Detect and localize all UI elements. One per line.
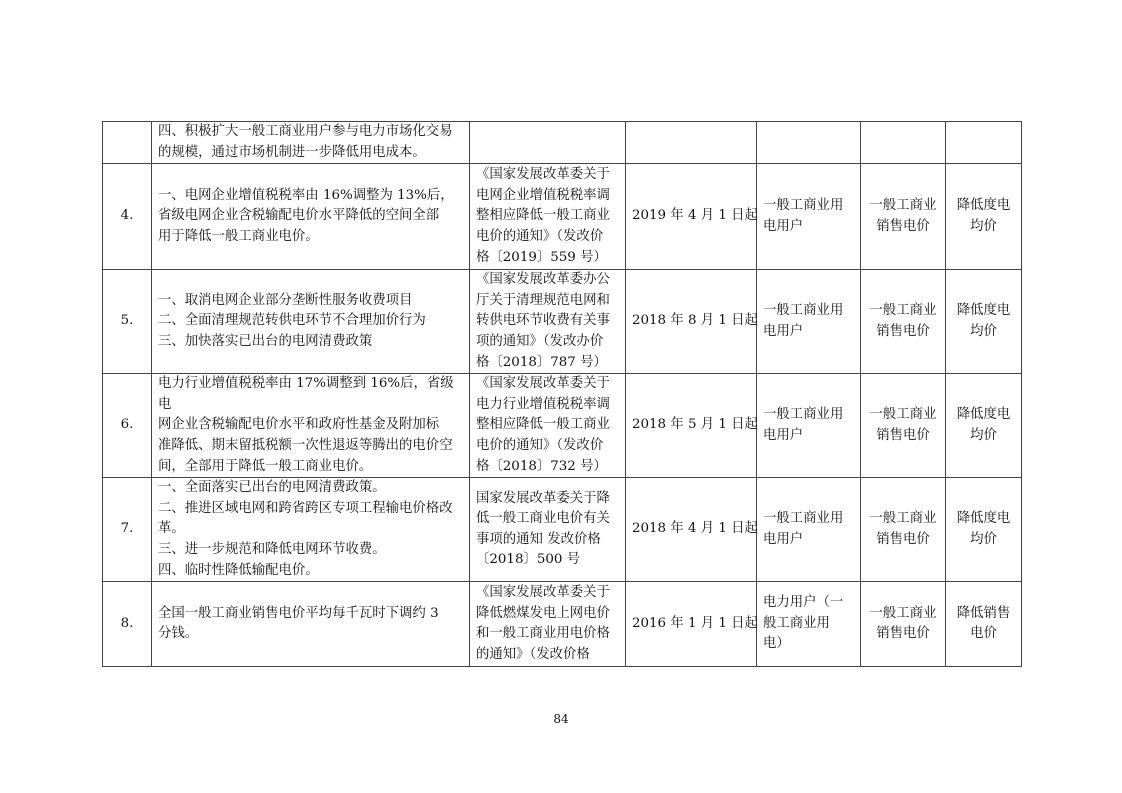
target-cell: [757, 374, 861, 478]
row-number: 8.: [120, 615, 134, 631]
target-line: 电用户: [763, 531, 804, 547]
measures-line: 三、加快落实已出台的电网清费政策: [158, 333, 373, 349]
measures-line: 用于降低一般工商业电价。: [158, 228, 319, 244]
document-line: 〔2018〕500 号: [476, 552, 581, 568]
item-cell: [861, 582, 946, 667]
document-line: 电价的通知》（发改价: [476, 437, 604, 453]
target-line: 电用户: [763, 323, 804, 339]
measures-line: 一、电网企业增值税税率由 16%调整为 13%后，: [158, 187, 454, 203]
date-cell: [626, 478, 757, 582]
document-line: 整相应降低一般工商业: [476, 417, 610, 433]
document-line: 的通知》（发改价格: [476, 646, 590, 662]
type-line: 电价: [970, 626, 997, 642]
item-line: 销售电价: [876, 626, 930, 642]
page-number: 84: [553, 712, 569, 726]
item-line: 一般工商业: [869, 198, 937, 214]
document-line: 低一般工商业电价有关: [476, 511, 610, 527]
measures-cell: [152, 582, 470, 667]
document-line: 格〔2018〕732 号）: [476, 458, 607, 474]
document-line: 转供电环节收费有关事: [476, 313, 610, 329]
row-number: 7.: [120, 521, 134, 537]
document-line: 和一般工商业用电价格: [476, 626, 610, 642]
effective-date: 2018 年 4 月 1 日起: [632, 521, 758, 537]
row-number-cell: [103, 478, 152, 582]
measures-line: 省级电网企业含税输配电价水平降低的空间全部: [158, 208, 440, 224]
type-cell: [946, 582, 1022, 667]
document-line: 格〔2018〕787 号）: [476, 354, 607, 370]
measures-cell: [152, 270, 470, 374]
type-line: 均价: [970, 427, 997, 443]
table-row: [103, 270, 1022, 374]
target-cell: [757, 582, 861, 667]
measures-cell: [152, 374, 470, 478]
target-cell: [757, 478, 861, 582]
date-cell: [626, 582, 757, 667]
measures-line: 分钱。: [158, 626, 199, 642]
row-number-cell: [103, 164, 152, 270]
table-row: [103, 122, 1022, 164]
document-line: 格〔2019〕559 号）: [476, 249, 607, 265]
measures-line: 准降低、期末留抵税额一次性退返等腾出的电价空: [158, 437, 453, 453]
measures-line: 的规模，通过市场机制进一步降低用电成本。: [158, 144, 426, 160]
type-line: 降低度电: [956, 198, 1011, 214]
document-line: 厅关于清理规范电网和: [476, 292, 610, 308]
measures-cell: [152, 164, 470, 270]
row-number-cell: [103, 374, 152, 478]
type-line: 均价: [970, 218, 997, 234]
row-number-cell: [103, 122, 152, 164]
target-cell: [757, 122, 861, 164]
item-line: 销售电价: [876, 427, 930, 443]
item-line: 销售电价: [876, 323, 930, 339]
document-line: 降低燃煤发电上网电价: [476, 605, 610, 621]
effective-date: 2019 年 4 月 1 日起: [632, 208, 758, 224]
measures-line: 三、进一步规范和降低电网环节收费。: [158, 541, 386, 557]
effective-date: 2018 年 5 月 1 日起: [632, 417, 758, 433]
document-cell: [470, 270, 626, 374]
document-cell: [470, 164, 626, 270]
target-line: 电用户: [763, 218, 804, 234]
document-line: 事项的通知 发改价格: [476, 531, 601, 547]
document-line: 《国家发展改革委办公: [476, 272, 610, 288]
type-line: 均价: [970, 531, 997, 547]
type-line: 均价: [970, 323, 997, 339]
document-cell: [470, 374, 626, 478]
table-row: [103, 478, 1022, 582]
document-line: 《国家发展改革委关于: [476, 585, 610, 600]
type-line: 降低度电: [956, 407, 1011, 423]
effective-date: 2016 年 1 月 1 日起: [632, 615, 758, 631]
item-line: 销售电价: [876, 531, 930, 547]
date-cell: [626, 122, 757, 164]
table-row: [103, 164, 1022, 270]
type-cell: [946, 122, 1022, 164]
date-cell: [626, 164, 757, 270]
row-number: 6.: [120, 417, 134, 433]
document-line: 项的通知》（发改办价: [476, 333, 604, 349]
item-cell: [861, 374, 946, 478]
item-cell: [861, 122, 946, 164]
document-line: 电网企业增值税税率调: [476, 187, 610, 203]
policy-table: [102, 121, 1022, 667]
target-line: 电用户: [763, 427, 804, 443]
target-line: 电力用户（一: [763, 595, 844, 611]
document-line: 《国家发展改革委关于: [476, 376, 610, 392]
type-cell: [946, 374, 1022, 478]
measures-line: 四、积极扩大一般工商业用户参与电力市场化交易: [158, 124, 453, 139]
measures-line: 网企业含税输配电价水平和政府性基金及附加标: [158, 417, 440, 433]
type-line: 降低销售: [956, 605, 1011, 621]
item-line: 一般工商业: [869, 303, 937, 319]
item-line: 一般工商业: [869, 407, 937, 423]
measures-line: 电力行业增值税税率由 17%调整到 16%后，省级电: [158, 376, 454, 412]
policy-table-body: [103, 122, 1022, 667]
target-line: 一般工商业用: [763, 407, 844, 423]
measures-line: 一、取消电网企业部分垄断性服务收费项目: [158, 292, 413, 308]
table-row: [103, 374, 1022, 478]
measures-cell: [152, 122, 470, 164]
measures-line: 四、临时性降低输配电价。: [158, 562, 319, 578]
document-cell: [470, 122, 626, 164]
target-line: 电）: [763, 636, 790, 652]
measures-line: 革。: [158, 521, 185, 537]
type-line: 降低度电: [956, 511, 1011, 527]
measures-line: 二、全面清理规范转供电环节不合理加价行为: [158, 313, 426, 329]
target-line: 一般工商业用: [763, 198, 844, 214]
type-cell: [946, 478, 1022, 582]
item-cell: [861, 270, 946, 374]
row-number: 5.: [120, 313, 134, 329]
row-number-cell: [103, 582, 152, 667]
measures-cell: [152, 478, 470, 582]
measures-line: 二、推进区域电网和跨省跨区专项工程输电价格改: [158, 500, 453, 516]
item-line: 一般工商业: [869, 511, 937, 527]
item-line: 一般工商业: [869, 605, 937, 621]
target-line: 般工商业用: [763, 615, 830, 631]
row-number-cell: [103, 270, 152, 374]
target-cell: [757, 164, 861, 270]
date-cell: [626, 374, 757, 478]
item-cell: [861, 164, 946, 270]
target-line: 一般工商业用: [763, 303, 844, 319]
type-line: 降低度电: [956, 303, 1011, 319]
document-line: 《国家发展改革委关于: [476, 167, 610, 183]
row-number: 4.: [120, 208, 134, 224]
measures-line: 全国一般工商业销售电价平均每千瓦时下调约 3: [158, 605, 439, 621]
effective-date: 2018 年 8 月 1 日起: [632, 313, 758, 329]
item-cell: [861, 478, 946, 582]
document-line: 国家发展改革委关于降: [476, 490, 610, 506]
document-line: 电价的通知》（发改价: [476, 228, 604, 244]
document-line: 整相应降低一般工商业: [476, 208, 610, 224]
measures-line: 一、全面落实已出台的电网清费政策。: [158, 480, 386, 496]
item-line: 销售电价: [876, 218, 930, 234]
document-line: 电力行业增值税税率调: [476, 396, 610, 412]
measures-line: 间，全部用于降低一般工商业电价。: [158, 458, 373, 474]
target-line: 一般工商业用: [763, 511, 844, 527]
document-cell: [470, 582, 626, 667]
table-row: [103, 582, 1022, 667]
type-cell: [946, 164, 1022, 270]
document-cell: [470, 478, 626, 582]
date-cell: [626, 270, 757, 374]
target-cell: [757, 270, 861, 374]
type-cell: [946, 270, 1022, 374]
